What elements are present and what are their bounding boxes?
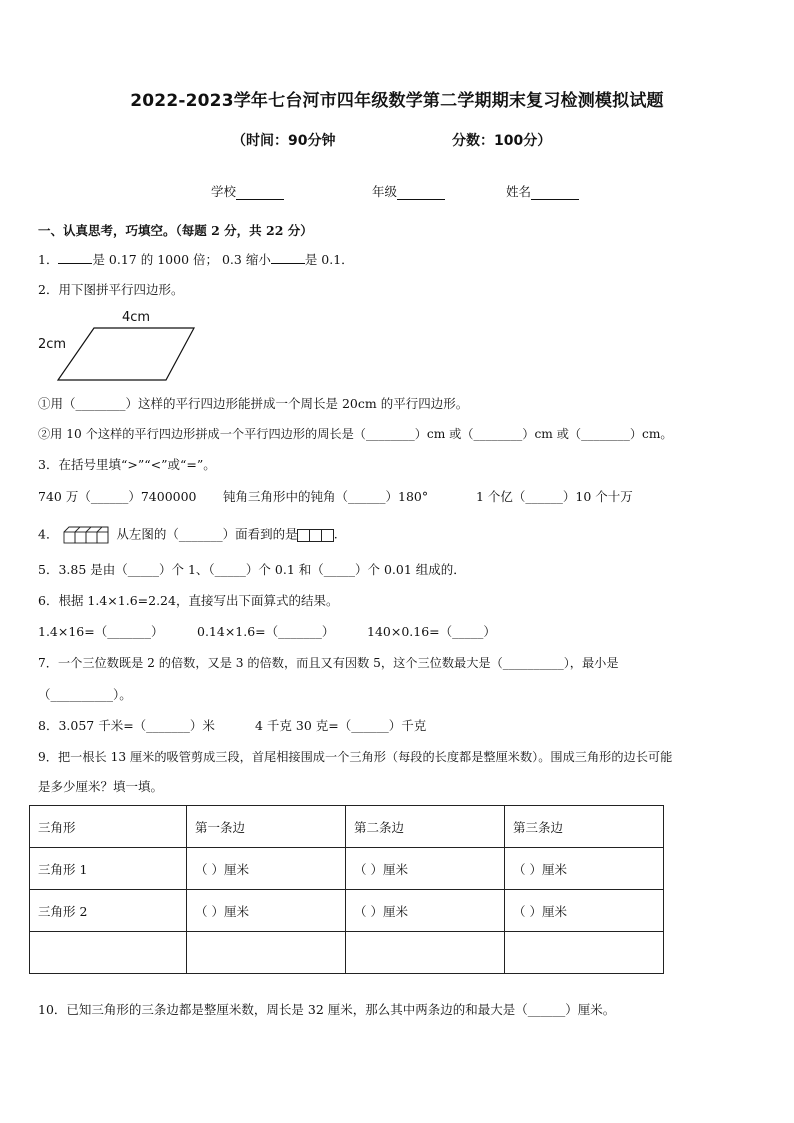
- triangle-table: [29, 805, 664, 974]
- question-2-part-1: ①用（________）这样的平行四边形能拼成一个周长是 20cm 的平行四边形。: [38, 396, 469, 411]
- parallelogram-side-label: 2cm: [38, 337, 67, 352]
- q4-number: 4．: [38, 526, 59, 542]
- table-cell-answer[interactable]: [187, 932, 346, 974]
- cube-stack-icon: [62, 524, 112, 546]
- parallelogram-figure: [36, 310, 206, 385]
- q1-text-2: 是 0.1．: [304, 252, 354, 267]
- school-label: 学校: [211, 184, 237, 199]
- school-field: [211, 182, 284, 200]
- table-cell-answer[interactable]: [346, 932, 505, 974]
- question-2-part-2: ②用 10 个这样的平行四边形拼成一个平行四边形的周长是（________）cm 或（________）cm 或（________）cm。: [38, 427, 673, 441]
- table-row: [30, 848, 664, 890]
- question-2: 2．用下图拼平行四边形。: [38, 282, 184, 297]
- table-row: [30, 932, 664, 974]
- q4-end: .: [333, 526, 338, 542]
- q1-number: 1．: [38, 252, 59, 267]
- parallelogram-top-label: 4cm: [122, 310, 151, 325]
- grade-field: [372, 182, 445, 200]
- name-label: 姓名: [506, 184, 532, 199]
- question-5: 5．3.85 是由（_____）个 1、（_____）个 0.1 和（_____）个 0.01 组成的．: [38, 562, 466, 577]
- q4-text: 从左图的（_______）面看到的是: [116, 526, 298, 542]
- school-blank[interactable]: [236, 187, 284, 200]
- question-1: [38, 250, 354, 269]
- question-9-line-2: 是多少厘米？填一填。: [38, 779, 164, 794]
- table-header-cell: 第一条边: [187, 806, 346, 848]
- table-cell-answer[interactable]: （ ）厘米: [346, 848, 505, 890]
- question-3-c: 1 个亿（______）10 个十万: [476, 489, 633, 504]
- table-cell-answer[interactable]: [505, 932, 664, 974]
- table-row: [30, 890, 664, 932]
- exam-title: 2022-2023学年七台河市四年级数学第二学期期末复习检测模拟试题: [130, 91, 664, 111]
- table-header-cell: 第二条边: [346, 806, 505, 848]
- table-header-cell: 第三条边: [505, 806, 664, 848]
- question-6-a: 1.4×16=（_______）: [38, 624, 164, 639]
- question-8-a: 8．3.057 千米=（_______）米: [38, 718, 215, 733]
- table-cell-answer[interactable]: （ ）厘米: [505, 848, 664, 890]
- question-3-b: 钝角三角形中的钝角（______）180°: [223, 489, 429, 504]
- question-6: 6．根据 1.4×1.6=2.24，直接写出下面算式的结果。: [38, 593, 339, 608]
- question-4: [38, 524, 338, 546]
- table-cell-answer[interactable]: （ ）厘米: [346, 890, 505, 932]
- table-cell-answer[interactable]: （ ）厘米: [187, 890, 346, 932]
- table-cell[interactable]: [30, 932, 187, 974]
- question-7-line-2: （__________）。: [38, 687, 132, 702]
- question-6-c: 140×0.16=（_____）: [367, 624, 496, 639]
- question-3-a: 740 万（______）7400000: [38, 489, 197, 504]
- view-square-icon: [321, 529, 334, 542]
- section-1-heading: 一、认真思考，巧填空。（每题 2 分，共 22 分）: [38, 223, 313, 238]
- table-header-row: [30, 806, 664, 848]
- question-9-line-1: 9．把一根长 13 厘米的吸管剪成三段，首尾相接围成一个三角形（每段的长度都是整厘米数）。围成三角形的边长可能: [38, 750, 673, 764]
- question-8-b: 4 千克 30 克=（______）千克: [255, 718, 427, 733]
- question-3: 3．在括号里填“>”“<”或“=”。: [38, 457, 216, 472]
- total-score: 分数：100分）: [452, 133, 552, 149]
- q1-text-1: 是 0.17 的 1000 倍； 0.3 缩小: [92, 252, 271, 267]
- name-field: [506, 182, 579, 200]
- grade-blank[interactable]: [397, 187, 445, 200]
- table-cell: 三角形 2: [30, 890, 187, 932]
- question-10: 10．已知三角形的三条边都是整厘米数，周长是 32 厘米，那么其中两条边的和最大是（______）厘米。: [38, 1002, 616, 1017]
- q1-blank-1[interactable]: [58, 250, 92, 264]
- table-cell-answer[interactable]: （ ）厘米: [187, 848, 346, 890]
- time-limit: （时间：90分钟: [232, 133, 336, 149]
- question-7-line-1: 7．一个三位数既是 2 的倍数，又是 3 的倍数，而且又有因数 5，这个三位数最大是（__________），最小是: [38, 656, 619, 670]
- name-blank[interactable]: [531, 187, 579, 200]
- question-6-b: 0.14×1.6=（_______）: [197, 624, 335, 639]
- table-cell-answer[interactable]: （ ）厘米: [505, 890, 664, 932]
- table-header-cell: 三角形: [30, 806, 187, 848]
- table-cell: 三角形 1: [30, 848, 187, 890]
- grade-label: 年级: [372, 184, 398, 199]
- q1-blank-2[interactable]: [271, 250, 305, 264]
